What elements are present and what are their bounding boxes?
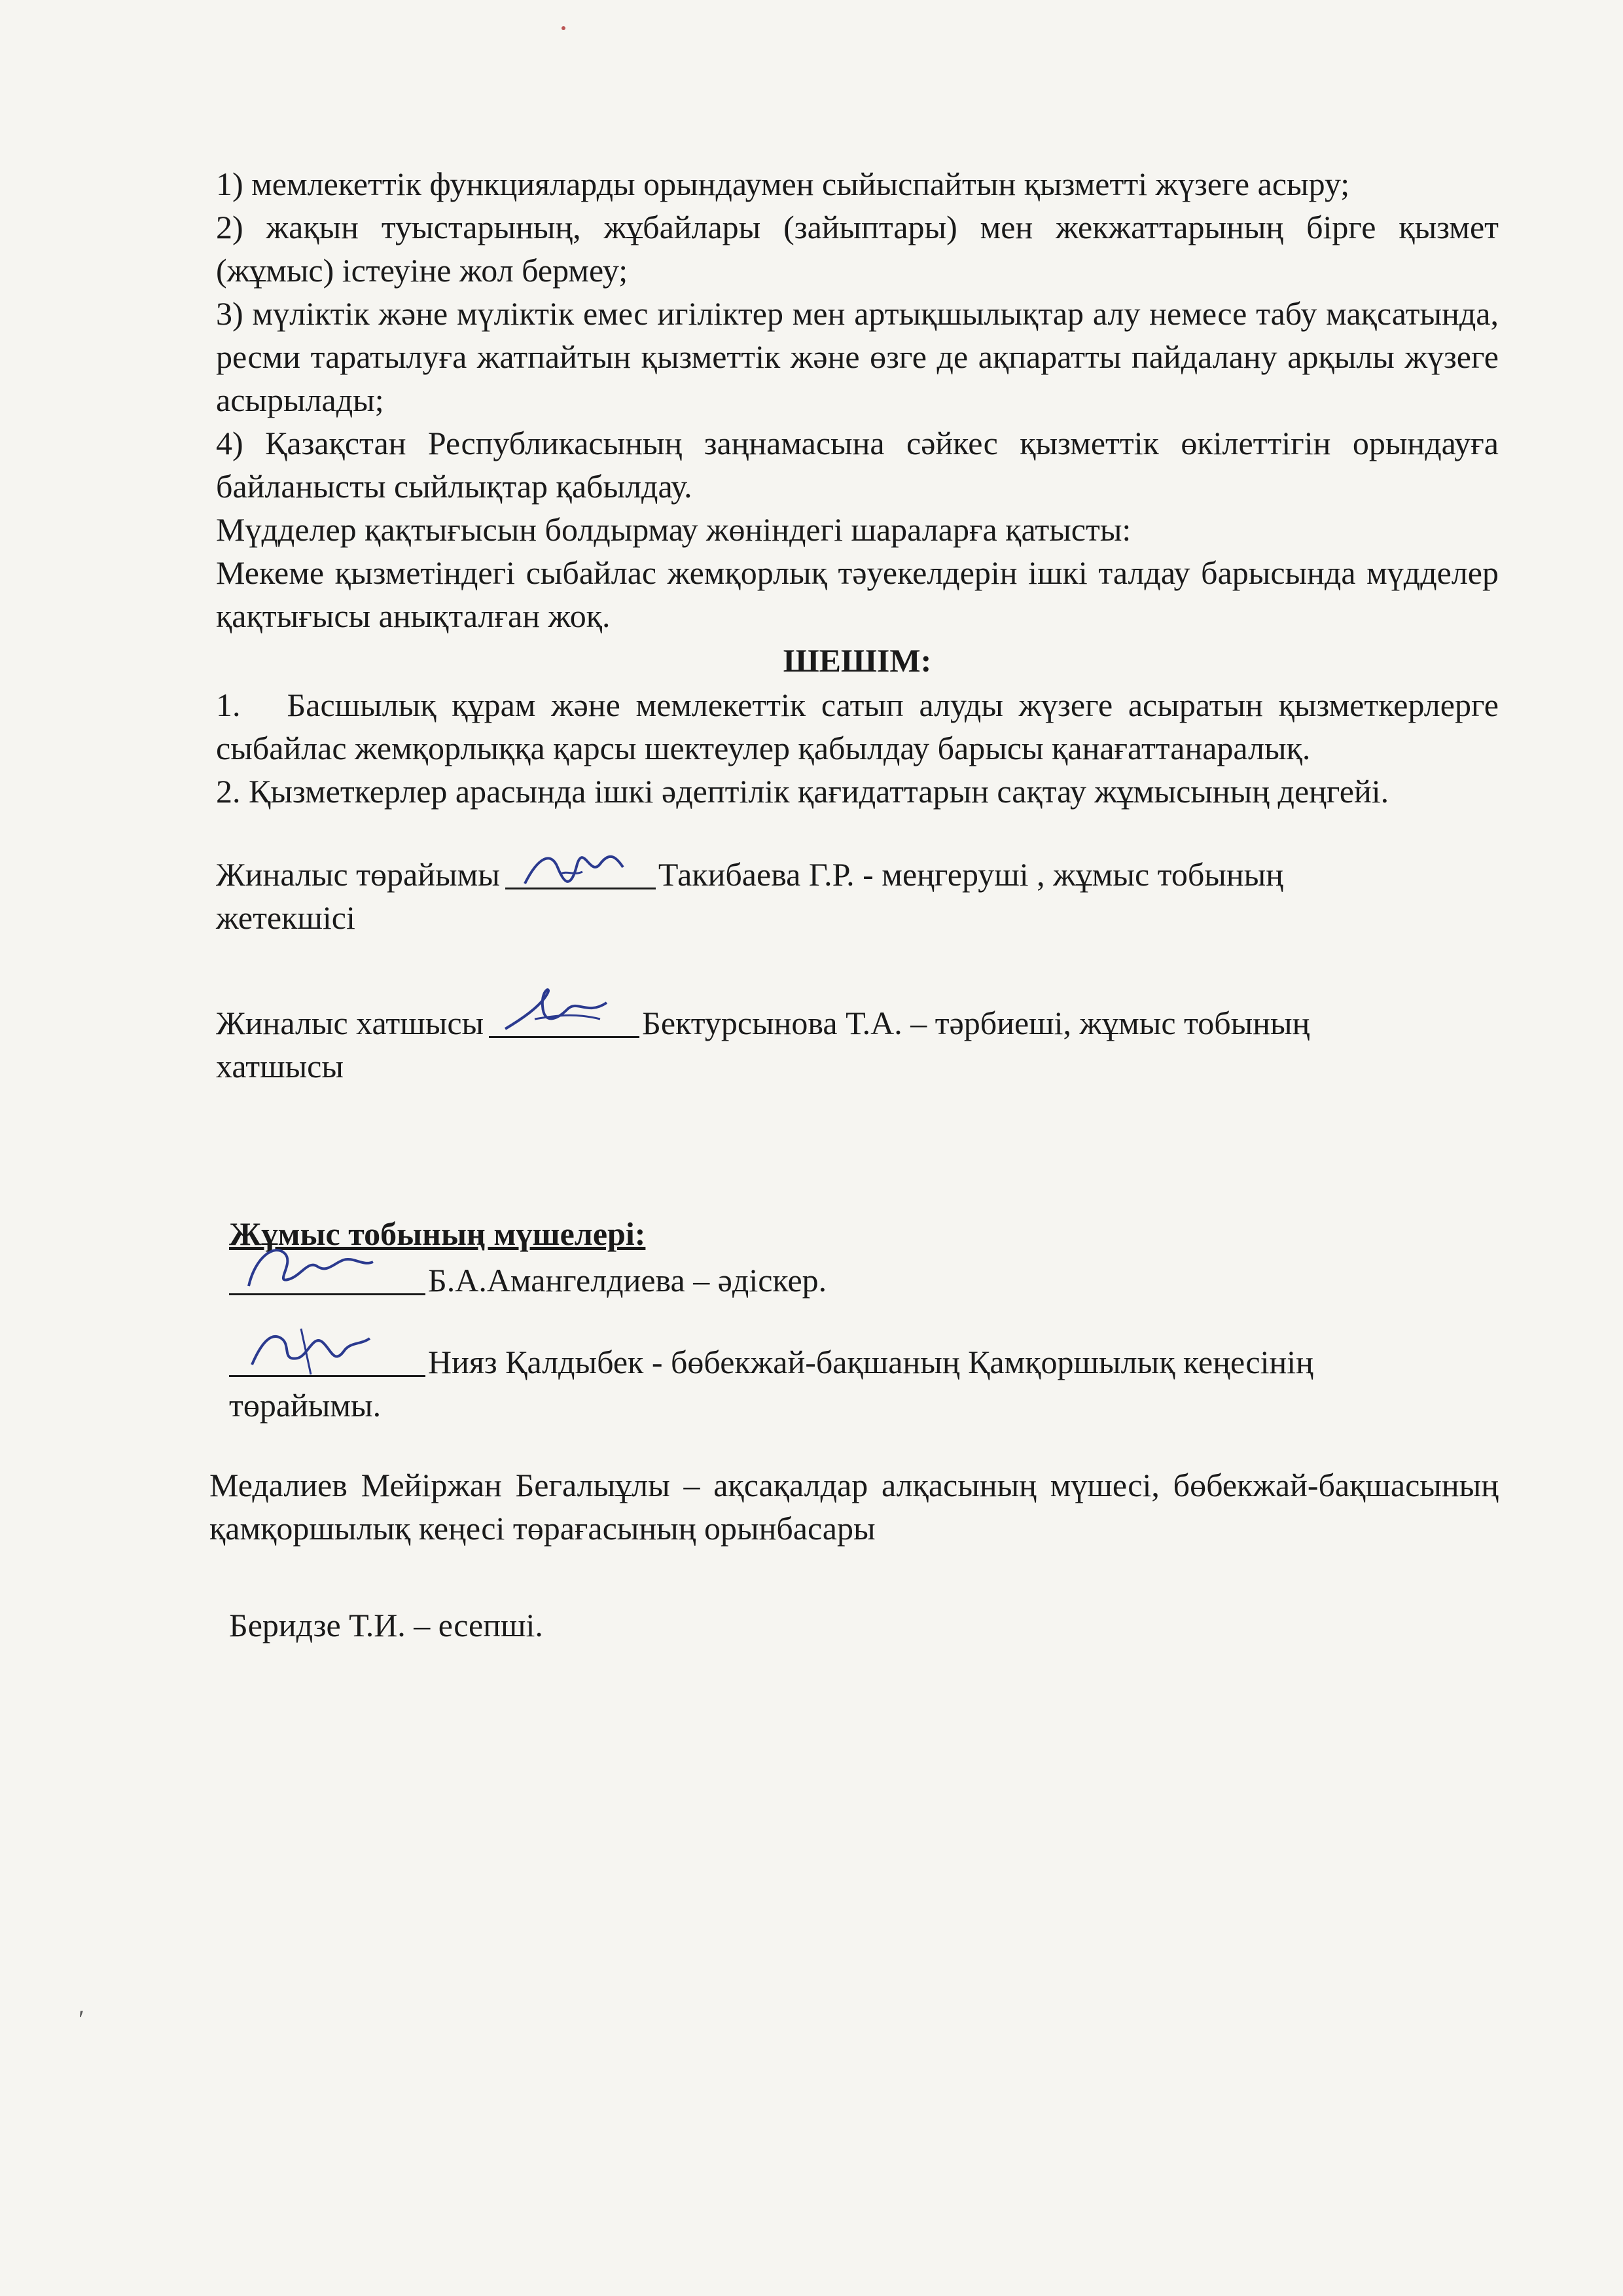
decision-item-1: 1. Басшылық құрам және мемлекеттік сатып алуды жүзеге асыратын қызметкерлерге сыбайлас жемқорлыққа қарсы шектеулер қабылдау барысы қанағаттанаралық. — [216, 687, 1499, 766]
paragraph-4: 4) Қазақстан Республикасының заңнамасына сәйкес қызметтік өкілеттігін орындауға байланысты сыйлықтар қабылдау. — [216, 425, 1499, 505]
members-title: Жұмыс тобының мүшелері: — [229, 1215, 646, 1252]
member-2-cont: төрайымы. — [229, 1387, 382, 1424]
member-2-name: Нияз Қалдыбек - бөбекжай-бақшаның Қамқоршылық кеңесінің — [428, 1344, 1313, 1380]
secretary-signature-icon — [495, 980, 613, 1045]
chair-label: Жиналыс төрайымы — [216, 856, 500, 893]
secretary-role-cont: хатшысы — [216, 1048, 344, 1085]
chair-signature-line — [505, 850, 656, 889]
member-1-name: Б.А.Амангелдиева – әдіскер. — [428, 1262, 827, 1299]
decision-item-2: 2. Қызметкерлер арасында ішкі әдептілік қағидаттарын сақтау жұмысының деңгейі. — [216, 773, 1389, 810]
member-2-row — [216, 1337, 1499, 1384]
secretary-signature-row — [216, 998, 1499, 1045]
member-3: Медалиев Мейіржан Бегалыұлы – ақсақалдар алқасының мүшесі, бөбекжай-бақшасының қамқоршылық кеңесі төрағасының орынбасары — [209, 1467, 1499, 1547]
secretary-name: Бектурсынова Т.А. – тәрбиеші, жұмыс тобының — [642, 1005, 1310, 1041]
chair-signature-icon — [512, 838, 630, 897]
ink-dot — [562, 26, 565, 30]
member-1-signature-line — [229, 1255, 425, 1295]
document-body — [209, 162, 1499, 1647]
member-1-row — [216, 1255, 1499, 1302]
paragraph-5: Мүдделер қақтығысын болдырмау жөніндегі шараларға қатысты: — [216, 511, 1132, 548]
chair-signature-row — [216, 850, 1499, 896]
decision-heading: ШЕШІМ: — [783, 642, 932, 679]
member-2-signature-line — [229, 1337, 425, 1377]
margin-mark: ′ — [79, 2005, 84, 2034]
paragraph-3: 3) мүліктік және мүліктік емес игіліктер мен артықшылықтар алу немесе табу мақсатында, ресми таратылуға жатпайтын қызметтік және өзге де ақпаратты пайдалану арқылы жүзеге асырылады; — [216, 295, 1499, 418]
secretary-label: Жиналыс хатшысы — [216, 1005, 484, 1041]
paragraph-1: 1) мемлекеттік функцияларды орындаумен сыйыспайтын қызметті жүзеге асыру; — [216, 166, 1350, 202]
chair-role-cont: жетекшісі — [216, 899, 355, 936]
paragraph-6: Мекеме қызметіндегі сыбайлас жемқорлық тәуекелдерін ішкі талдау барысында мүдделер қақтығысы анықталған жоқ. — [216, 554, 1499, 634]
chair-name: Такибаева Г.Р. - меңгеруші , жұмыс тобының — [658, 856, 1283, 893]
member-2-signature-icon — [236, 1312, 380, 1384]
member-1-signature-icon — [236, 1230, 380, 1302]
paragraph-2: 2) жақын туыстарының, жұбайлары (зайыптары) мен жекжаттарының бірге қызмет (жұмыс) істеуіне жол бермеу; — [216, 209, 1499, 289]
member-4: Беридзе Т.И. – есепші. — [229, 1607, 543, 1643]
secretary-signature-line — [489, 998, 639, 1038]
